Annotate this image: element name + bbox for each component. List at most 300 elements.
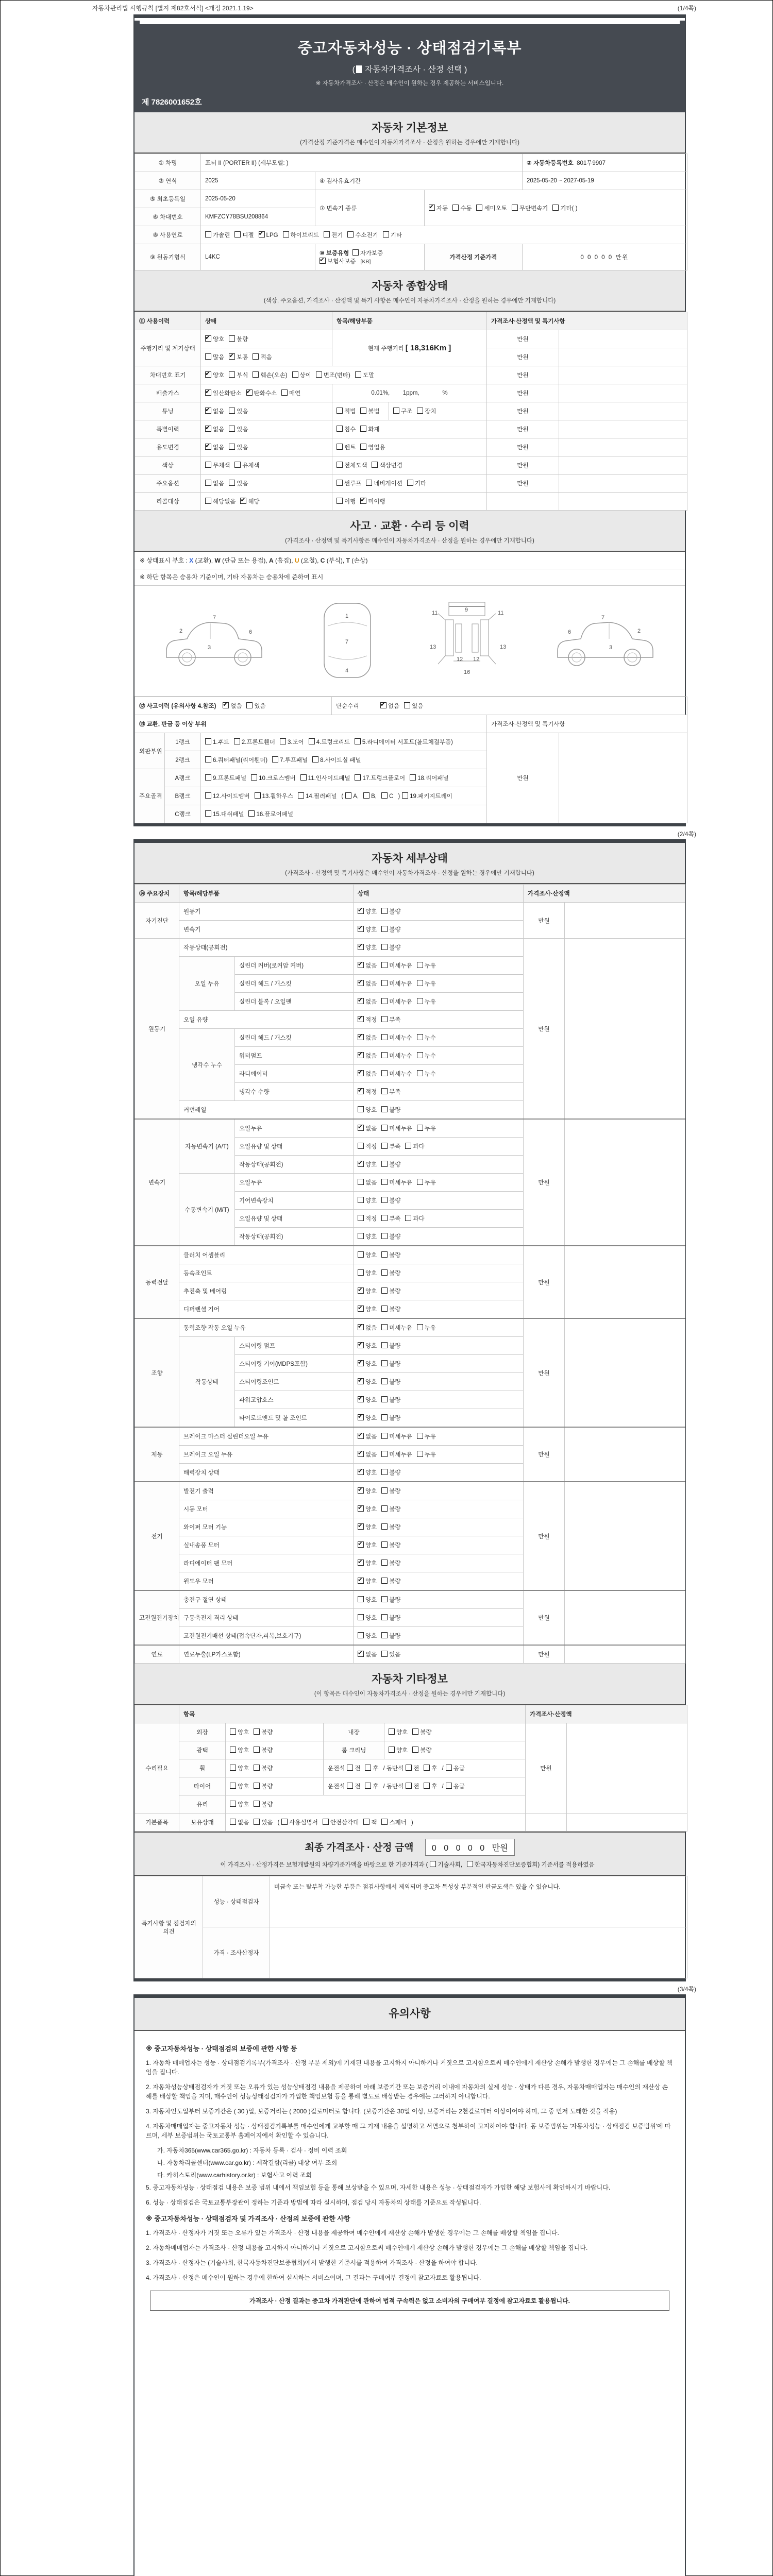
simple-repair-row [332,697,687,715]
option [337,443,356,451]
item-options [332,493,487,511]
checkbox-checked-icon [358,1523,364,1530]
option-label: 없음 [213,445,225,451]
svg-text:2: 2 [179,628,182,634]
option [345,792,359,800]
state-options [354,1047,524,1065]
option-label: 미세누유 [389,1452,412,1458]
option [381,943,400,952]
option [337,425,356,433]
option [417,1124,436,1132]
state-options [201,366,487,384]
checkbox-checked-icon [358,1306,364,1312]
option-label: 양호 [365,1307,377,1313]
item-label: 오일유량 및 상태 [235,1210,354,1228]
checkbox-checked-icon [358,1451,364,1457]
option [205,425,224,433]
state-options [226,1777,324,1795]
option-label: 전 [355,1784,361,1790]
option-label: 세미오토 [484,205,507,212]
option-label: 침수 [344,427,356,433]
checkbox-icon [404,702,410,708]
option [358,979,377,988]
inspector-label: 성능 · 상태점검자 [203,1876,270,1927]
row-label: 주요옵션 [135,474,201,493]
spare-cell [565,1246,685,1318]
checkbox-checked-icon [205,335,211,342]
item-label: 배력장치 상태 [179,1464,354,1482]
etc-info-table [135,1705,687,1832]
option [405,1214,424,1223]
option [381,1052,412,1060]
checkbox-checked-icon [360,498,366,504]
report-title: 중고자동차성능 · 상태점검기록부 [297,40,522,57]
option-label: 부족 [389,1144,401,1150]
option [381,925,400,934]
option-label: 2.프론트휀더 [241,739,275,745]
item-label: 라디에이터 [235,1065,354,1083]
rank1-options [201,733,487,751]
checkbox-icon [298,792,304,799]
option-label: 양호 [213,336,225,343]
checkbox-icon [300,774,307,781]
price-cell: 만원 [487,402,559,420]
group-label: 자기진단 [135,903,179,939]
rank2-options [201,751,487,769]
svg-text:12: 12 [473,656,479,663]
checkbox-icon [358,1179,364,1185]
option-label: 양호 [238,1784,249,1790]
section-subtitle: (이 항목은 매수인이 자동차가격조사 · 산정을 원하는 경우에만 기재합니다) [314,1691,506,1697]
state-options [354,1083,524,1101]
notice-item: 5. 중고자동차성능 · 상태점검 내용은 보증 범위 내에서 책임보험 등을 통해 보상받을 수 있으며, 자세한 내용은 성능 · 상태점검자가 가입한 해당 보험사에 확인하시기 바랍니다. [146,2184,611,2191]
section-title: 자동차 종합상태 [372,280,448,292]
checkbox-icon [230,1819,236,1825]
col-items: 항목 [179,1705,526,1723]
state-options [354,1337,524,1355]
option [255,792,293,800]
spare-cell [565,903,685,939]
checkbox-icon [365,1765,371,1771]
option [281,1818,318,1826]
checkbox-checked-icon [358,962,364,968]
option-label: 4.트렁크리드 [316,739,350,745]
option-label: 양호 [365,1234,377,1240]
checkbox-icon [358,1269,364,1276]
notice-disclaimer-box: 가격조사 · 산정 결과는 중고차 가격판단에 관하여 법적 구속력은 없고 소비자의 구매여부 결정에 참고자료로 활용됩니다. [150,2291,669,2311]
item-label: 스티어링조인트 [235,1373,354,1391]
state-options [354,1572,524,1591]
state-options [354,1446,524,1464]
option-label: 적정 [365,1216,377,1222]
checkbox-icon [337,462,343,468]
checkbox-checked-icon [358,1541,364,1548]
checkbox-checked-icon [358,1433,364,1439]
option-label: 양호 [365,1506,377,1513]
checkbox-icon [476,205,482,211]
simple-repair-label: 단순수리 [336,703,359,709]
item-label: 냉각수 수량 [235,1083,354,1101]
checkbox-checked-icon [358,1070,364,1076]
field-label: ④ 검사유효기간 [315,172,523,190]
option [205,738,229,746]
option-label: 15.대쉬패널 [213,811,244,818]
option-label: 불량 [389,1415,401,1421]
checkbox-icon [393,408,399,414]
option-label: 불량 [389,1579,401,1585]
section-title: 사고 · 교환 · 수리 등 이력 [350,520,469,532]
checkbox-checked-icon [358,1287,364,1294]
checkbox-checked-icon [380,702,386,708]
state-options [354,993,524,1011]
option [358,1142,377,1150]
option-label: 미세누유 [389,1434,412,1440]
option [552,204,577,212]
code-c-desc: (부식), [325,557,346,564]
option-label: 18.리어패널 [417,775,449,782]
option [380,702,399,710]
final-price-digits: 0 0 0 0 0 [431,1844,488,1853]
row-label: 용도변경 [135,438,201,456]
wheel-position-options [324,1759,526,1777]
option [259,231,278,239]
option [358,1015,377,1024]
checkbox-icon [316,371,322,378]
option-label: 있음 [237,445,248,451]
item-label: 오일누유 [235,1119,354,1138]
checkbox-checked-icon [205,426,211,432]
checkbox-icon [234,738,240,744]
price-cell: 만원 [487,348,559,366]
option [381,1360,400,1368]
rankA-options [201,769,487,787]
checkbox-icon [446,1783,452,1789]
option [230,1800,249,1808]
checkbox-icon [381,1233,388,1239]
option-label: 응급 [453,1766,465,1772]
option-label: 불량 [389,909,401,915]
state-options [201,330,332,348]
spare-cell [565,1318,685,1427]
option-label: 후 [431,1784,438,1790]
option [365,1782,378,1790]
checkbox-icon [381,1651,388,1657]
state-options [354,1373,524,1391]
option-label: 없음 [365,1071,377,1077]
option-text: 운전석 [328,1766,345,1772]
page2-block [133,839,686,1981]
option [358,1269,377,1277]
option-label: 무단변속기 [519,205,548,212]
accident-history-options [223,703,270,709]
spare-cell [565,1119,685,1246]
row-label: 특별이력 [135,420,201,438]
checkbox-icon [417,998,423,1004]
state-options [201,438,332,456]
checkbox-icon [417,1179,423,1185]
checkbox-icon [410,774,416,781]
item-label: 라디에이터 팬 모터 [179,1554,354,1572]
checkbox-checked-icon [358,1414,364,1420]
checkbox-icon [381,1560,388,1566]
option [205,353,224,361]
option-label: 19.패키지트레이 [410,793,452,800]
svg-text:7: 7 [345,639,349,645]
section-subtitle: (가격조사 · 산정액 및 특기사항은 매수인이 자동차가격조사 · 산정을 원하는 경우에만 기재합니다) [285,538,534,544]
option-label: 있음 [254,703,266,709]
checkbox-checked-icon [358,1378,364,1384]
option-label: 양호 [396,1748,408,1754]
option-text: 운전석 [328,1784,345,1790]
item-label: 발전기 출력 [179,1482,354,1500]
option [280,738,304,746]
option [381,1015,400,1024]
checkbox-icon [205,756,211,762]
subgroup-label: 수동변속기 (M/T) [179,1174,235,1246]
option [358,1342,377,1350]
option [417,1324,436,1332]
state-options [354,1409,524,1428]
option-label: 불량 [261,1730,273,1736]
checkbox-icon [246,702,253,708]
checkbox-icon [229,426,235,432]
option-label: 없음 [365,1452,377,1458]
option [417,997,436,1006]
field-value: 2025-05-20 [201,190,315,208]
checkbox-icon [405,1215,411,1221]
option [358,1487,377,1495]
checkbox-icon [355,738,361,744]
option-label: 장치 [425,409,436,415]
checkbox-icon [412,1728,418,1735]
checkbox-icon [381,1433,388,1439]
col-state: 상태 [201,312,332,330]
option-label: 양호 [365,1633,377,1639]
option [358,1232,377,1241]
option-label: 적법 [344,409,356,415]
checkbox-icon [337,408,343,414]
checkbox-icon [417,1451,423,1457]
option [358,1160,377,1168]
checkbox-icon [323,1819,329,1825]
checkbox-checked-icon [205,371,211,378]
option-text: / [442,1784,444,1790]
option-label: 있음 [389,1652,401,1658]
item-label: 실린더 헤드 / 개스킷 [235,1029,354,1047]
notice-s2-heading: ※ 중고자동차성능 · 상태점검자 및 가격조사 · 산정의 보증에 관한 사항 [146,2215,350,2223]
option [254,1764,273,1772]
report-title-block [135,21,685,112]
code-a-desc: (흠집), [273,557,295,564]
option [246,702,265,710]
option [316,371,350,379]
mileage-label: 현재 주행거리 [367,346,404,352]
option [358,1559,377,1567]
item-label: 워터펌프 [235,1047,354,1065]
vehicle-damage-diagrams [135,586,685,697]
checkbox-icon [358,1251,364,1258]
option [476,204,507,212]
checkbox-icon [381,1251,388,1258]
option-label: 상이 [299,372,311,379]
option [381,1160,400,1168]
option [205,443,224,451]
option [430,1860,462,1869]
option-label: 적정 [365,1089,377,1095]
state-options [354,1210,524,1228]
checkbox-icon [512,205,518,211]
option [381,1414,400,1422]
field-reg-no [523,154,687,172]
col-major-device: ⑭ 주요장치 [135,885,179,903]
option [358,1378,377,1386]
page3-block [133,1994,686,2576]
price-survey-option [135,63,685,75]
checkbox-icon [363,792,369,799]
state-options [354,1482,524,1500]
option-label: 양호 [365,1488,377,1495]
option-label: 화재 [368,427,380,433]
checkbox-icon [281,1819,288,1825]
option-label: 13.휠하우스 [262,793,293,800]
option [248,810,293,818]
checkbox-icon [372,462,378,468]
option-label: 있음 [412,703,424,709]
option-label: 없음 [365,999,377,1005]
option [234,738,275,746]
checkbox-icon [358,1614,364,1620]
checkbox-icon [281,389,288,396]
checkbox-icon [381,998,388,1004]
state-options [354,1536,524,1554]
option-label: 있음 [237,427,248,433]
option [358,1450,377,1459]
checkbox-icon [417,1034,423,1040]
subgroup-label: 자동변속기 (A/T) [179,1119,235,1174]
vehicle-right-side-diagram [550,602,661,679]
option-label: 양호 [365,1107,377,1113]
checkbox-icon [205,462,211,468]
svg-text:11: 11 [431,610,438,616]
state-options [354,939,524,957]
checkbox-checked-icon [358,1651,364,1657]
col-items: 항목/해당부품 [179,885,354,903]
checkbox-icon [381,1378,388,1384]
checkbox-icon [417,1125,423,1131]
option [272,756,308,764]
checkbox-icon [229,480,235,486]
option [358,1033,377,1042]
svg-text:12: 12 [456,656,463,663]
checkbox-icon [358,1632,364,1638]
option [205,774,246,782]
spare-cell [559,456,687,474]
item-label: 등속죠인트 [179,1264,354,1282]
option-label: 5.라디에이터 서포트(볼트체결부품) [362,739,453,745]
subgroup-label: 냉각수 누수 [179,1029,235,1101]
field-label: ⑤ 최초등록일 [135,190,201,208]
svg-text:1: 1 [345,613,349,619]
option-label: 양호 [365,1397,377,1403]
code-t: T [346,557,350,564]
checkbox-icon [337,480,343,486]
checkbox-icon [381,1632,388,1638]
state-options [354,921,524,939]
svg-text:11: 11 [497,610,504,616]
option-label: 부족 [389,1216,401,1222]
checkbox-icon [381,926,388,932]
spare-cell [559,348,687,366]
checkbox-icon [229,371,235,378]
accident-history-label: ⑫ 사고이력 (유의사항 4.참조) [139,703,216,709]
option [358,997,377,1006]
option-label: 양호 [365,909,377,915]
option [229,353,248,361]
option [337,479,361,487]
checkbox-icon [417,1324,423,1330]
option-label: 전기 [331,232,343,239]
option [358,943,377,952]
item-label: 광택 [179,1741,226,1759]
option-label: 전 [413,1784,419,1790]
option-label: 양호 [238,1802,249,1808]
col-price: 가격조사·산정액 및 특기사항 [487,312,687,330]
option-label: 해당 [248,499,260,505]
option-label: 불량 [389,1470,401,1476]
page1-block [133,14,686,826]
state-options [354,975,524,993]
option [358,1432,377,1440]
option [383,231,402,239]
option [205,407,224,415]
spare-cell [565,1427,685,1482]
notice-subitem: 다. 카히스토리(www.carhistory.or.kr) : 보험사고 이력 조회 [157,2172,312,2179]
checkbox-icon [345,792,351,799]
option [358,1468,377,1477]
group-label: 고전원전기장치 [135,1590,179,1645]
checkbox-icon [229,335,235,342]
checkbox-checked-icon [229,353,235,360]
option-label: 16.플로어패널 [256,811,293,818]
form-reference-line [92,4,696,12]
checkbox-icon [446,1765,452,1771]
rankC-options [201,805,487,823]
option [381,1396,400,1404]
item-label: 와이퍼 모터 기능 [179,1518,354,1536]
option [324,231,343,239]
option-label: 10.크로스멤버 [259,775,296,782]
checkbox-checked-icon [358,1052,364,1058]
filled-square-icon [356,65,362,73]
checkbox-checked-icon [205,408,211,414]
option [372,461,402,469]
option [429,204,448,212]
state-options [354,1065,524,1083]
item-label: 연료누출(LP가스포함) [179,1645,354,1664]
option-label: 불량 [389,945,401,951]
option-label: 불량 [389,1633,401,1639]
checkbox-icon [248,810,255,817]
option [253,371,287,379]
state-options [354,1119,524,1138]
option-label: 양호 [213,372,225,379]
option-label: LPG [266,232,278,239]
option-label: 누유 [424,1434,436,1440]
price-survey-note: ※ 자동차가격조사 · 산정은 매수인이 원하는 경우 제공하는 서비스입니다. [315,80,504,87]
checkbox-icon [347,1765,353,1771]
engine-type-value: L4KC [201,244,315,270]
option [358,1396,377,1404]
